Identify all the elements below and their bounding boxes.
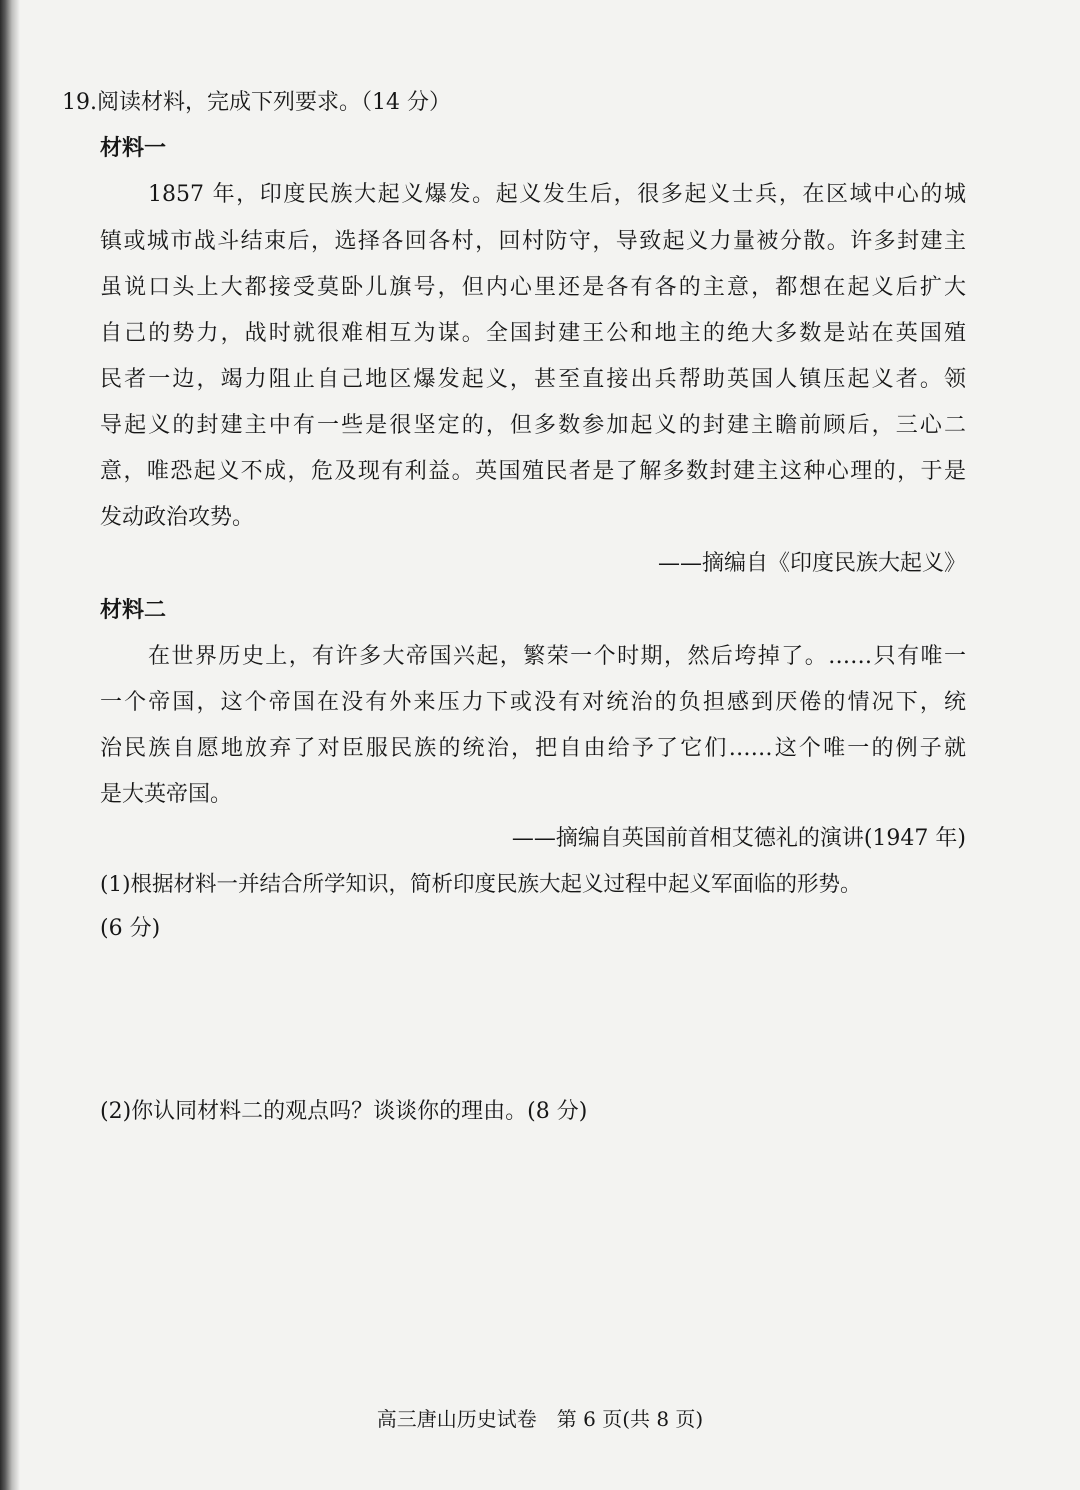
material-two-line: 在世界历史上，有许多大帝国兴起，繁荣一个时期，然后垮掉了。……只有唯一 xyxy=(148,644,966,669)
sub-question-2: (2)你认同材料二的观点吗？谈谈你的理由。(8 分) xyxy=(100,1099,588,1124)
material-one-source: ——摘编自《印度民族大起义》 xyxy=(657,551,966,576)
material-one-label: 材料一 xyxy=(100,136,167,161)
sub-question-1: (1)根据材料一并结合所学知识，简析印度民族大起义过程中起义军面临的形势。 xyxy=(100,872,862,897)
material-two-source: ——摘编自英国前首相艾德礼的演讲(1947 年) xyxy=(511,826,966,851)
material-two-line: 一个帝国，这个帝国在没有外来压力下或没有对统治的负担感到厌倦的情况下，统 xyxy=(100,690,966,715)
material-one-line: 发动政治攻势。 xyxy=(100,505,255,530)
material-two-label: 材料二 xyxy=(100,598,167,623)
material-one-line: 意，唯恐起义不成，危及现有利益。英国殖民者是了解多数封建主这种心理的，于是 xyxy=(100,459,966,484)
question-heading: 19.阅读材料，完成下列要求。（14 分） xyxy=(62,90,451,115)
page-footer: 高三唐山历史试卷 第 6 页(共 8 页) xyxy=(376,1407,704,1431)
material-one-line: 1857 年，印度民族大起义爆发。起义发生后，很多起义士兵，在区域中心的城 xyxy=(148,182,966,207)
material-one-line: 民者一边，竭力阻止自己地区爆发起义，甚至直接出兵帮助英国人镇压起义者。领 xyxy=(100,367,966,392)
material-one-line: 导起义的封建主中有一些是很坚定的，但多数参加起义的封建主瞻前顾后，三心二 xyxy=(100,413,966,438)
scan-edge-shadow xyxy=(0,0,20,1490)
material-one-line: 镇或城市战斗结束后，选择各回各村，回村防守，导致起义力量被分散。许多封建主 xyxy=(100,229,966,254)
material-one-line: 自己的势力，战时就很难相互为谋。全国封建王公和地主的绝大多数是站在英国殖 xyxy=(100,321,966,346)
material-one-line: 虽说口头上大都接受莫卧儿旗号，但内心里还是各有各的主意，都想在起义后扩大 xyxy=(100,275,966,300)
material-two-line: 是大英帝国。 xyxy=(100,782,233,807)
sub-question-1-score: (6 分) xyxy=(100,916,161,941)
material-two-line: 治民族自愿地放弃了对臣服民族的统治，把自由给予了它们……这个唯一的例子就 xyxy=(100,736,966,761)
